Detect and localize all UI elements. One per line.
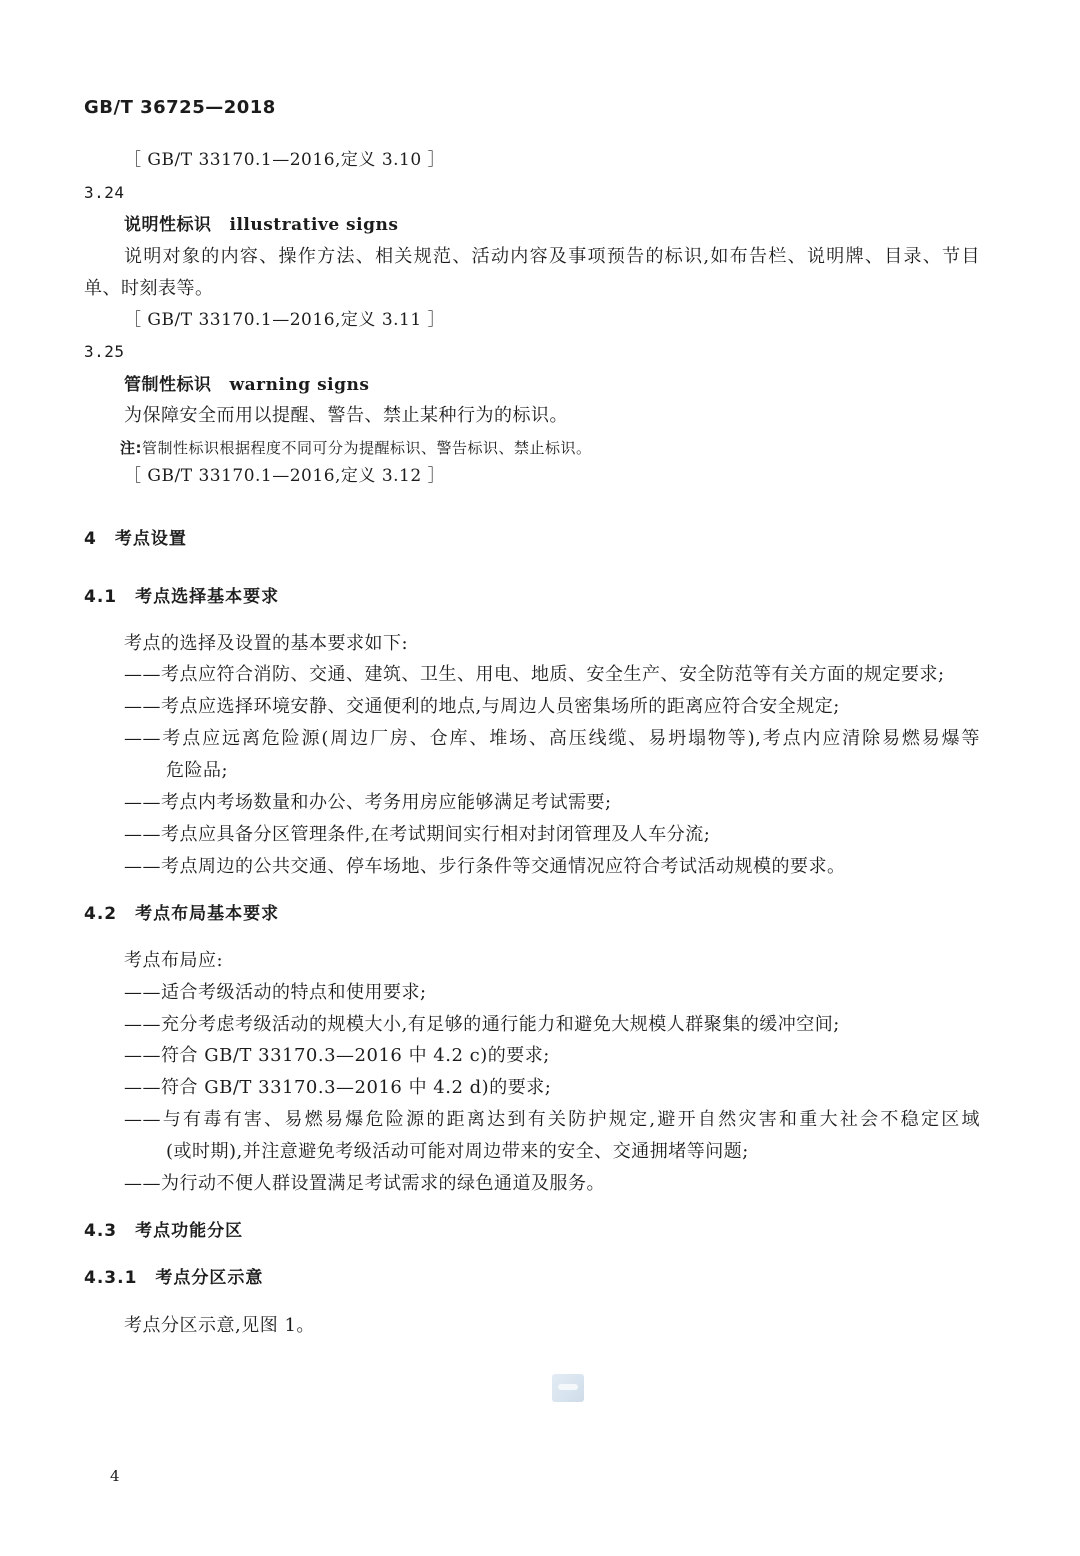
list-item: ——符合 GB/T 33170.3—2016 中 4.2 d)的要求; bbox=[124, 1077, 552, 1098]
definition-3-24-line1: 说明对象的内容、操作方法、相关规范、活动内容及事项预告的标识,如布告栏、说明牌、目录、节目 bbox=[124, 246, 980, 267]
term-chinese: 管制性标识 bbox=[124, 375, 212, 395]
section-title: 考点分区示意 bbox=[155, 1268, 264, 1288]
section-4-2-intro: 考点布局应: bbox=[124, 950, 224, 971]
list-item: ——充分考虑考级活动的规模大小,有足够的通行能力和避免大规模人群聚集的缓冲空间; bbox=[124, 1014, 840, 1035]
page-number: 4 bbox=[110, 1467, 121, 1485]
note-text: 管制性标识根据程度不同可分为提醒标识、警告标识、禁止标识。 bbox=[142, 439, 592, 457]
section-4-2-heading bbox=[84, 902, 279, 926]
section-4-1-heading bbox=[84, 585, 279, 609]
list-item: ——考点应远离危险源(周边厂房、仓库、堆场、高压线缆、易坍塌物等),考点内应清除易燃易爆等 bbox=[124, 728, 980, 749]
section-4-3-1-text: 考点分区示意,见图 1。 bbox=[124, 1315, 315, 1336]
list-item: ——为行动不便人群设置满足考试需求的绿色通道及服务。 bbox=[124, 1173, 605, 1194]
definition-3-24-line2: 单、时刻表等。 bbox=[84, 278, 214, 299]
section-number: 4.2 bbox=[84, 904, 118, 924]
list-item: ——考点周边的公共交通、停车场地、步行条件等交通情况应符合考试活动规模的要求。 bbox=[124, 856, 846, 877]
section-number: 4 bbox=[84, 529, 97, 549]
reference-3-11: ［ GB/T 33170.1—2016,定义 3.11 ］ bbox=[124, 310, 446, 330]
section-number: 4.3 bbox=[84, 1221, 118, 1241]
watermark-logo-icon bbox=[552, 1374, 584, 1402]
section-title: 考点选择基本要求 bbox=[135, 587, 280, 607]
list-item-continuation: (或时期),并注意避免考级活动可能对周边带来的安全、交通拥堵等问题; bbox=[166, 1141, 749, 1162]
list-item: ——考点应具备分区管理条件,在考试期间实行相对封闭管理及人车分流; bbox=[124, 824, 711, 845]
definition-3-25: 为保障安全而用以提醒、警告、禁止某种行为的标识。 bbox=[124, 405, 568, 426]
term-chinese: 说明性标识 bbox=[124, 215, 212, 235]
section-4-3-1-heading bbox=[84, 1266, 263, 1290]
term-3-25 bbox=[124, 373, 369, 397]
section-title: 考点布局基本要求 bbox=[135, 904, 280, 924]
section-4-heading bbox=[84, 527, 187, 551]
section-4-1-intro: 考点的选择及设置的基本要求如下: bbox=[124, 633, 409, 654]
note-3-25 bbox=[120, 436, 592, 460]
list-item: ——符合 GB/T 33170.3—2016 中 4.2 c)的要求; bbox=[124, 1045, 550, 1066]
standard-header: GB/T 36725—2018 bbox=[84, 97, 276, 118]
term-english: illustrative signs bbox=[229, 215, 399, 235]
clause-number-3-25: 3.25 bbox=[84, 342, 125, 361]
section-title: 考点设置 bbox=[114, 529, 187, 549]
list-item: ——考点内考场数量和办公、考务用房应能够满足考试需要; bbox=[124, 792, 612, 813]
term-3-24 bbox=[124, 213, 398, 237]
section-number: 4.1 bbox=[84, 587, 118, 607]
term-english: warning signs bbox=[229, 375, 370, 395]
list-item: ——考点应符合消防、交通、建筑、卫生、用电、地质、安全生产、安全防范等有关方面的规定要求; bbox=[124, 664, 945, 685]
list-item: ——适合考级活动的特点和使用要求; bbox=[124, 982, 427, 1003]
list-item-continuation: 危险品; bbox=[166, 760, 229, 781]
reference-3-10: ［ GB/T 33170.1—2016,定义 3.10 ］ bbox=[124, 150, 446, 170]
section-number: 4.3.1 bbox=[84, 1268, 138, 1288]
reference-3-12: ［ GB/T 33170.1—2016,定义 3.12 ］ bbox=[124, 466, 446, 486]
list-item: ——与有毒有害、易燃易爆危险源的距离达到有关防护规定,避开自然灾害和重大社会不稳定区域 bbox=[124, 1109, 980, 1130]
section-4-3-heading bbox=[84, 1219, 243, 1243]
list-item: ——考点应选择环境安静、交通便利的地点,与周边人员密集场所的距离应符合安全规定; bbox=[124, 696, 840, 717]
clause-number-3-24: 3.24 bbox=[84, 183, 125, 202]
section-title: 考点功能分区 bbox=[135, 1221, 244, 1241]
note-label: 注: bbox=[120, 439, 142, 457]
